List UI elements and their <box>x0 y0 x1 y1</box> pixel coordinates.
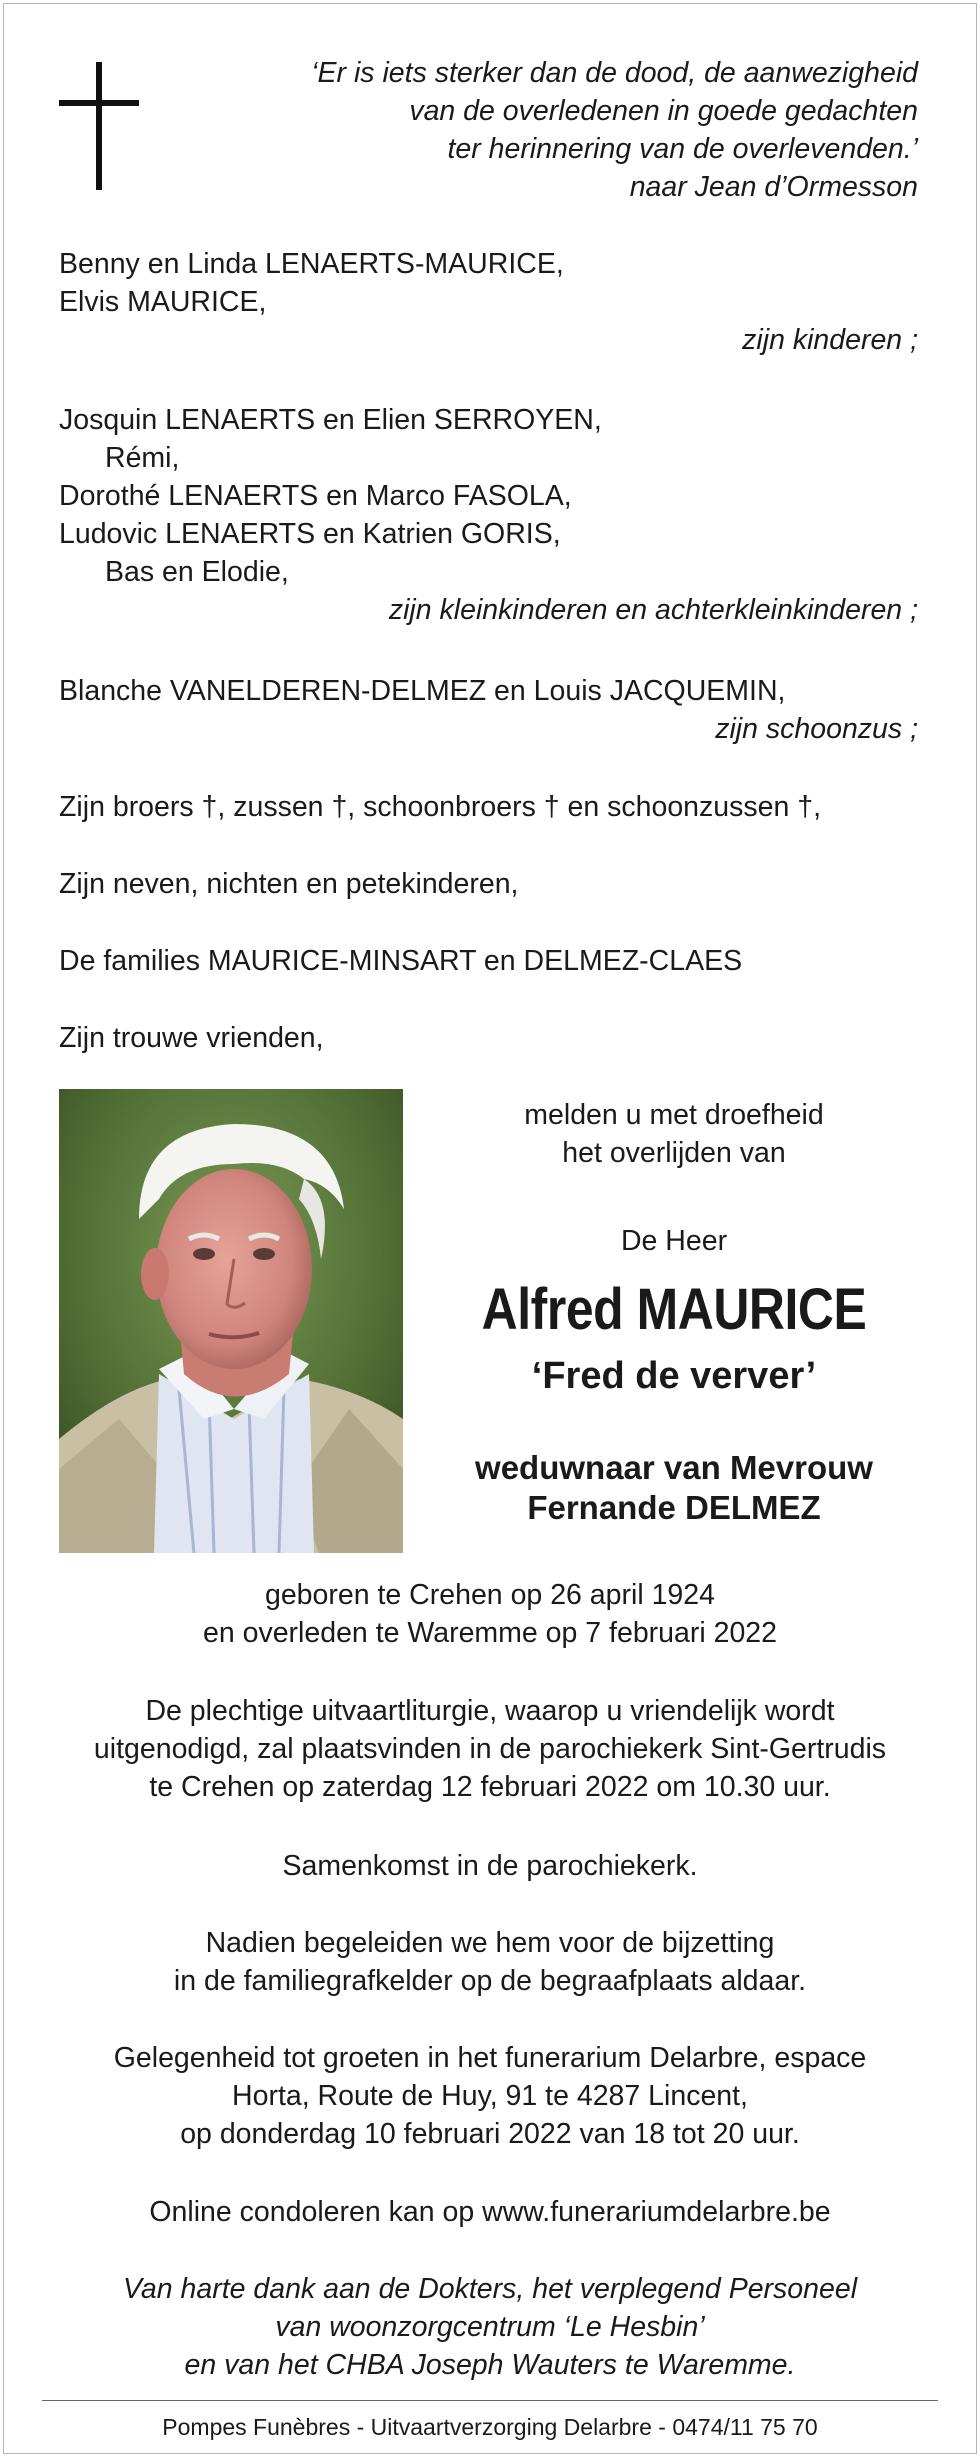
widow-block <box>414 1448 934 1528</box>
announcement <box>414 1096 934 1172</box>
quote-line: ter herinnering van de overlevenden.’ <box>447 133 918 165</box>
grandchildren-relation: zijn kleinkinderen en achterkleinkinderen ; <box>388 594 918 626</box>
sister-in-law-section <box>59 672 918 748</box>
announcement-line: melden u met droefheid <box>524 1099 824 1131</box>
thanks-line: en van het CHBA Joseph Wauters te Waremme. <box>184 2349 796 2381</box>
visitation-line: Horta, Route de Huy, 91 te 4287 Lincent, <box>232 2080 748 2112</box>
grandchild-line: Dorothé LENAERTS en Marco FASOLA, <box>59 480 572 512</box>
life-dates <box>4 1576 976 1652</box>
funeral-line: uitgenodigd, zal plaatsvinden in de parochiekerk Sint-Gertrudis <box>93 1733 887 1765</box>
death-notice <box>3 3 977 2454</box>
birth-line: geboren te Crehen op 26 april 1924 <box>264 1579 715 1611</box>
quote-line: van de overledenen in goede gedachten <box>409 95 918 127</box>
great-grandchild-line: Bas en Elodie, <box>105 556 289 588</box>
visitation-info <box>4 2039 976 2153</box>
online-condolence-line: Online condoleren kan op www.funerariumdelarbre.be <box>149 2196 831 2228</box>
child-line: Elvis MAURICE, <box>59 286 267 318</box>
thanks-line: van woonzorgcentrum ‘Le Hesbin’ <box>275 2311 705 2343</box>
gathering-line: Samenkomst in de parochiekerk. <box>282 1850 698 1882</box>
visitation-line: Gelegenheid tot groeten in het funerarium Delarbre, espace <box>113 2042 867 2074</box>
quote-attribution: naar Jean d’Ormesson <box>629 171 918 203</box>
burial-line: Nadien begeleiden we hem voor de bijzetting <box>205 1927 775 1959</box>
footer-divider <box>42 2400 938 2401</box>
sister-in-law-relation: zijn schoonzus ; <box>715 713 918 745</box>
grandchild-line: Ludovic LENAERTS en Katrien GORIS, <box>59 518 561 550</box>
children-relation: zijn kinderen ; <box>742 324 918 356</box>
quote-line: ‘Er is iets sterker dan de dood, de aanwezigheid <box>311 57 918 89</box>
thanks-block <box>4 2270 976 2384</box>
burial-info <box>4 1924 976 2000</box>
funeral-line: De plechtige uitvaartliturgie, waarop u vriendelijk wordt <box>145 1695 835 1727</box>
widow-line: weduwnaar van Mevrouw <box>475 1449 873 1486</box>
funeral-info <box>4 1692 976 1806</box>
burial-line: in de familiegrafkelder op de begraafplaats aldaar. <box>173 1965 807 1997</box>
deceased-name-block <box>414 1278 934 1342</box>
cousins-line: Zijn neven, nichten en petekinderen, <box>59 868 519 900</box>
grandchildren-section <box>59 401 918 629</box>
announcement-line: het overlijden van <box>562 1137 786 1169</box>
visitation-line: op donderdag 10 februari 2022 van 18 tot 20 uur. <box>180 2118 800 2150</box>
funeral-line: te Crehen op zaterdag 12 februari 2022 om 10.30 uur. <box>149 1771 831 1803</box>
spouse-name: Fernande DELMEZ <box>527 1489 821 1526</box>
portrait-photo <box>59 1089 403 1553</box>
great-grandchild-line: Rémi, <box>105 442 180 474</box>
families-line: De families MAURICE-MINSART en DELMEZ-CLAES <box>59 945 743 977</box>
friends-line: Zijn trouwe vrienden, <box>59 1022 324 1054</box>
sister-in-law-line: Blanche VANELDEREN-DELMEZ en Louis JACQUEMIN, <box>59 675 786 707</box>
epigraph-quote <box>118 54 918 206</box>
child-line: Benny en Linda LENAERTS-MAURICE, <box>59 248 564 280</box>
funeral-home-footer: Pompes Funèbres - Uitvaartverzorging Delarbre - 0474/11 75 70 <box>162 2414 818 2440</box>
grandchild-line: Josquin LENAERTS en Elien SERROYEN, <box>59 404 602 436</box>
deceased-name: Alfred MAURICE <box>481 1277 867 1342</box>
deceased-nickname: ‘Fred de verver’ <box>531 1355 817 1397</box>
honorific: De Heer <box>620 1225 728 1257</box>
siblings-line: Zijn broers †, zussen †, schoonbroers † en schoonzussen †, <box>59 791 822 823</box>
children-section <box>59 245 918 359</box>
death-line: en overleden te Waremme op 7 februari 2022 <box>202 1617 778 1649</box>
thanks-line: Van harte dank aan de Dokters, het verplegend Personeel <box>122 2273 858 2305</box>
